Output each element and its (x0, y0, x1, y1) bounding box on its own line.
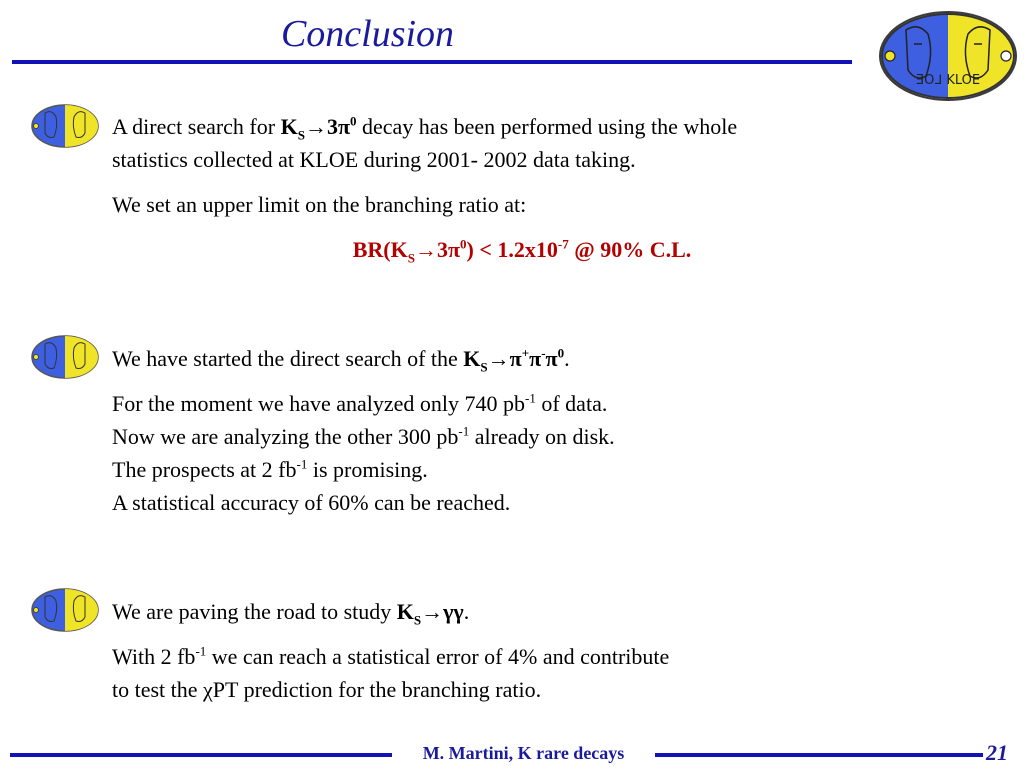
text-line: The prospects at 2 $fb^{-1}$ is promising. (112, 456, 428, 482)
kloe-bullet-icon (30, 334, 100, 380)
page-number: 21 (986, 740, 1008, 765)
section-ks-gamma-gamma (112, 595, 1012, 706)
slide-title: Conclusion (280, 13, 455, 55)
text-line: With 2 $fb^{-1}$ we can reach a statistical error of 4% and contribute (112, 643, 670, 669)
kloe-bullet-icon (30, 587, 100, 633)
footer-rule-right (655, 753, 983, 757)
text-line: A statistical accuracy of 60% can be reached. (112, 490, 511, 515)
branching-ratio-limit: $BR(K_S\to 3\pi^0) < 1.2x10^{-7}$ @ 90% C.L. (352, 236, 692, 266)
kloe-logo-icon (878, 10, 1018, 102)
text-line: statistics collected at KLOE during 2001- 2002 data taking. (112, 147, 636, 172)
footer-rule-left (10, 753, 392, 757)
svg-text:ƎOᒧ KLOE: ƎOᒧ KLOE (915, 73, 981, 88)
section-ks-pi-pi-pi0 (112, 342, 1012, 519)
kloe-bullet-icon (30, 103, 100, 149)
text-line: We are paving the road to study $K_S\to\gamma\gamma$. (112, 599, 470, 628)
footer-author: M. Martini, K rare decays (422, 743, 625, 763)
section-ks-3pi0 (112, 110, 1012, 266)
title-underline (12, 60, 852, 64)
text-line: For the moment we have analyzed only 740 $pb^{-1}$ of data. (112, 390, 608, 416)
text-line: A direct search for $K_S\to 3\pi^0$ decay has been performed using the whole (112, 113, 738, 143)
text-line: to test the χPT prediction for the branching ratio. (112, 677, 542, 702)
text-line: We set an upper limit on the branching ratio at: (112, 192, 527, 217)
text-line: Now we are analyzing the other 300 $pb^{-1}$ already on disk. (112, 423, 615, 449)
text-line: We have started the direct search of the $K_S\to\pi^+\pi^-\pi^0$. (112, 345, 570, 375)
